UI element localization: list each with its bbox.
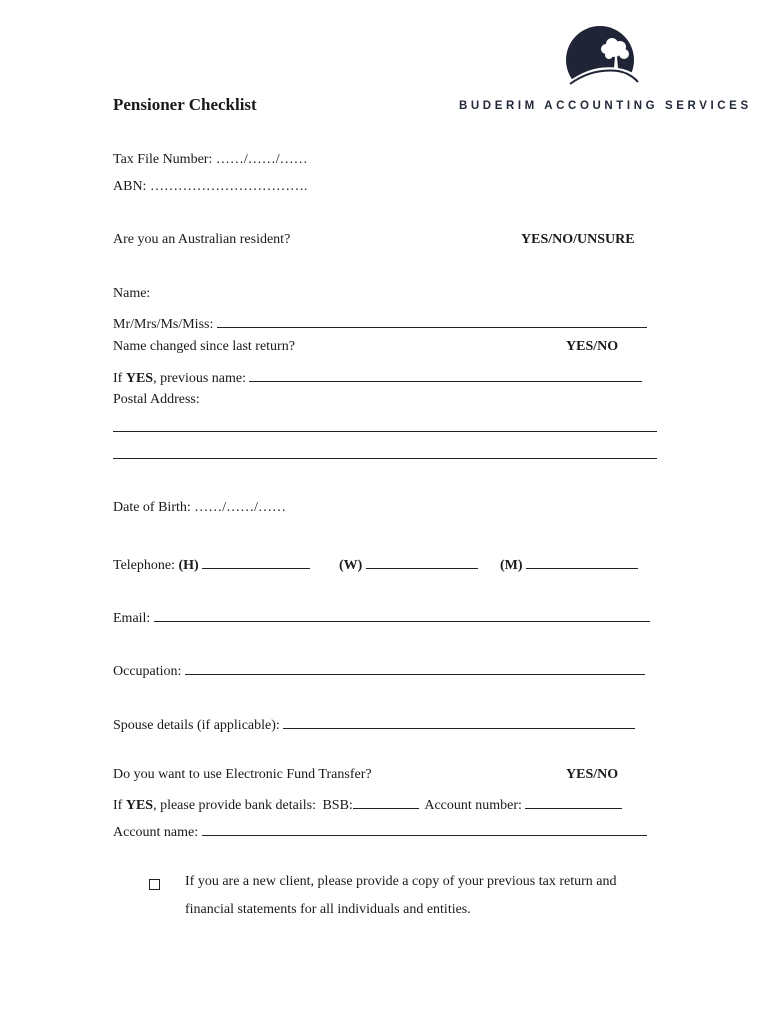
account-name-row[interactable]: Account name: (113, 820, 647, 841)
spouse-row[interactable]: Spouse details (if applicable): (113, 713, 635, 734)
eft-question: Do you want to use Electronic Fund Transfer? (113, 767, 372, 782)
page-title: Pensioner Checklist (113, 95, 257, 114)
new-client-checkbox[interactable] (149, 877, 160, 895)
checkbox-icon[interactable] (149, 879, 160, 890)
bank-details-row[interactable]: If YES, please provide bank details: BSB: Account number: (113, 793, 622, 814)
previous-name-input-line[interactable] (249, 366, 642, 382)
postal-address-line-2[interactable] (113, 458, 657, 459)
name-label: Name: (113, 286, 151, 301)
telephone-mobile-row[interactable]: (M) (500, 553, 638, 574)
email-input-line[interactable] (154, 606, 650, 622)
eft-options[interactable]: YES/NO (566, 767, 619, 782)
telephone-home-input[interactable] (202, 553, 310, 569)
new-client-note-line-2: financial statements for all individuals and entities. (185, 902, 471, 917)
account-number-input-line[interactable] (525, 793, 622, 809)
name-input-line[interactable] (217, 312, 647, 328)
title-label: Mr/Mrs/Ms/Miss: (113, 317, 214, 332)
abn-field[interactable]: ABN: ……………………………. (113, 179, 308, 194)
title-name-row[interactable] (113, 312, 647, 333)
resident-question: Are you an Australian resident? (113, 232, 291, 247)
telephone-work-input[interactable] (366, 553, 478, 569)
new-client-note-line-1: If you are a new client, please provide a copy of your previous tax return and (185, 874, 617, 889)
company-name: BUDERIM ACCOUNTING SERVICES (459, 100, 752, 112)
bsb-input-line[interactable] (353, 793, 419, 809)
name-changed-question: Name changed since last return? (113, 339, 295, 354)
occupation-input-line[interactable] (185, 659, 645, 675)
email-row[interactable]: Email: (113, 606, 650, 627)
postal-address-label: Postal Address: (113, 392, 200, 407)
account-name-input-line[interactable] (202, 820, 647, 836)
name-changed-options[interactable]: YES/NO (566, 339, 619, 354)
previous-name-row[interactable]: If YES, previous name: (113, 366, 642, 387)
spouse-input-line[interactable] (283, 713, 635, 729)
postal-address-line-1[interactable] (113, 431, 657, 432)
resident-options[interactable]: YES/NO/UNSURE (521, 232, 635, 247)
telephone-row[interactable]: Telephone: (H) (113, 553, 310, 574)
tax-file-number-field[interactable]: Tax File Number: ……/……/…… (113, 152, 308, 167)
telephone-work-row[interactable]: (W) (339, 553, 478, 574)
tree-moon-logo-icon (562, 24, 642, 94)
telephone-mobile-input[interactable] (526, 553, 638, 569)
company-logo (562, 24, 642, 94)
date-of-birth-field[interactable]: Date of Birth: ……/……/…… (113, 500, 287, 515)
occupation-row[interactable]: Occupation: (113, 659, 645, 680)
